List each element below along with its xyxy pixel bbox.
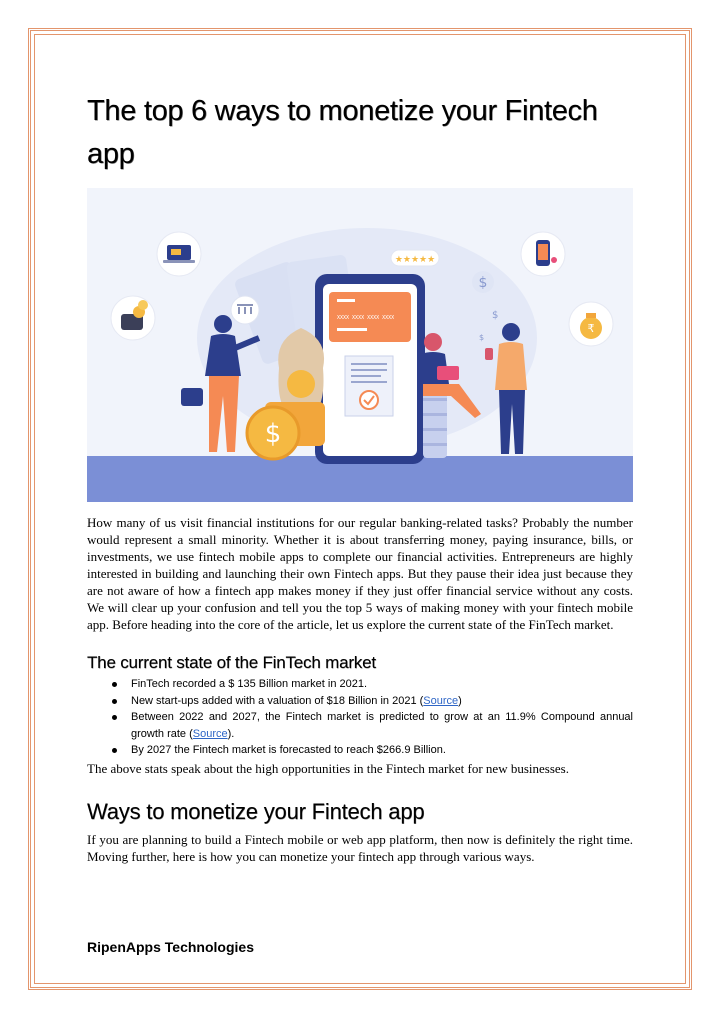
svg-text:₹: ₹	[587, 322, 595, 335]
hero-illustration	[87, 188, 633, 502]
coin-column	[423, 388, 447, 458]
document-content	[87, 90, 633, 865]
svg-text:★★★★★: ★★★★★	[394, 255, 436, 265]
ways-paragraph: If you are planning to build a Fintech mobile or web app platform, then now is definitely the right time. Moving further, here is how you can monetize your fintech app through various ways.	[87, 831, 633, 864]
svg-text:$: $	[478, 275, 488, 291]
section-heading-current-state: The current state of the FinTech market	[87, 653, 376, 672]
wallet-circle-icon	[111, 296, 155, 340]
phone-illustration	[315, 274, 425, 464]
page-title: The top 6 ways to monetize your Fintech app	[87, 95, 598, 170]
footer-company-name: RipenApps Technologies	[87, 939, 254, 955]
svg-text:XXXX XXXX XXXX XXXX: XXXX XXXX XXXX XXXX	[337, 315, 395, 321]
stats-summary: The above stats speak about the high opportunities in the Fintech market for new businesses.	[87, 760, 569, 776]
source-link[interactable]: Source	[192, 727, 228, 740]
money-bag-circle-icon	[569, 302, 613, 346]
source-link[interactable]: Source	[423, 694, 459, 707]
stats-item: New start-ups added with a valuation of $18 Billion in 2021 (Source)	[131, 693, 633, 710]
bank-circle-icon	[231, 296, 259, 324]
svg-text:$: $	[264, 419, 282, 449]
phone-circle-icon	[521, 232, 565, 276]
stats-list	[87, 676, 633, 759]
svg-text:$: $	[479, 333, 485, 342]
coin-stack	[247, 402, 325, 459]
stats-item: By 2027 the Fintech market is forecasted to reach $266.9 Billion.	[131, 742, 633, 759]
intro-paragraph: How many of us visit financial institutions for our regular banking-related tasks? Probably the number would represent a small minority. Whether it is about transferring money, paying insurance, bills, or investments, we use fintech mobile apps to complete our financial activities. Entrepreneurs are highly interested in building and launching their own Fintech apps. But they pause their idea just because they are not aware of how a fintech app makes money if they just offer financial service without any costs. We will clear up your confusion and tell you the top 5 ways of making money with your fintech mobile app. Before heading into the core of the article, let us explore the current state of the FinTech market.	[87, 515, 633, 632]
stats-item: Between 2022 and 2027, the Fintech market is predicted to grow at an 11.9% Compound annual growth rate (Source).	[131, 709, 633, 742]
svg-text:$: $	[492, 310, 499, 321]
laptop-circle-icon	[157, 232, 201, 276]
rating-badge	[391, 250, 439, 266]
stats-item: FinTech recorded a $ 135 Billion market in 2021.	[131, 676, 633, 693]
section-heading-ways: Ways to monetize your Fintech app	[87, 798, 425, 824]
